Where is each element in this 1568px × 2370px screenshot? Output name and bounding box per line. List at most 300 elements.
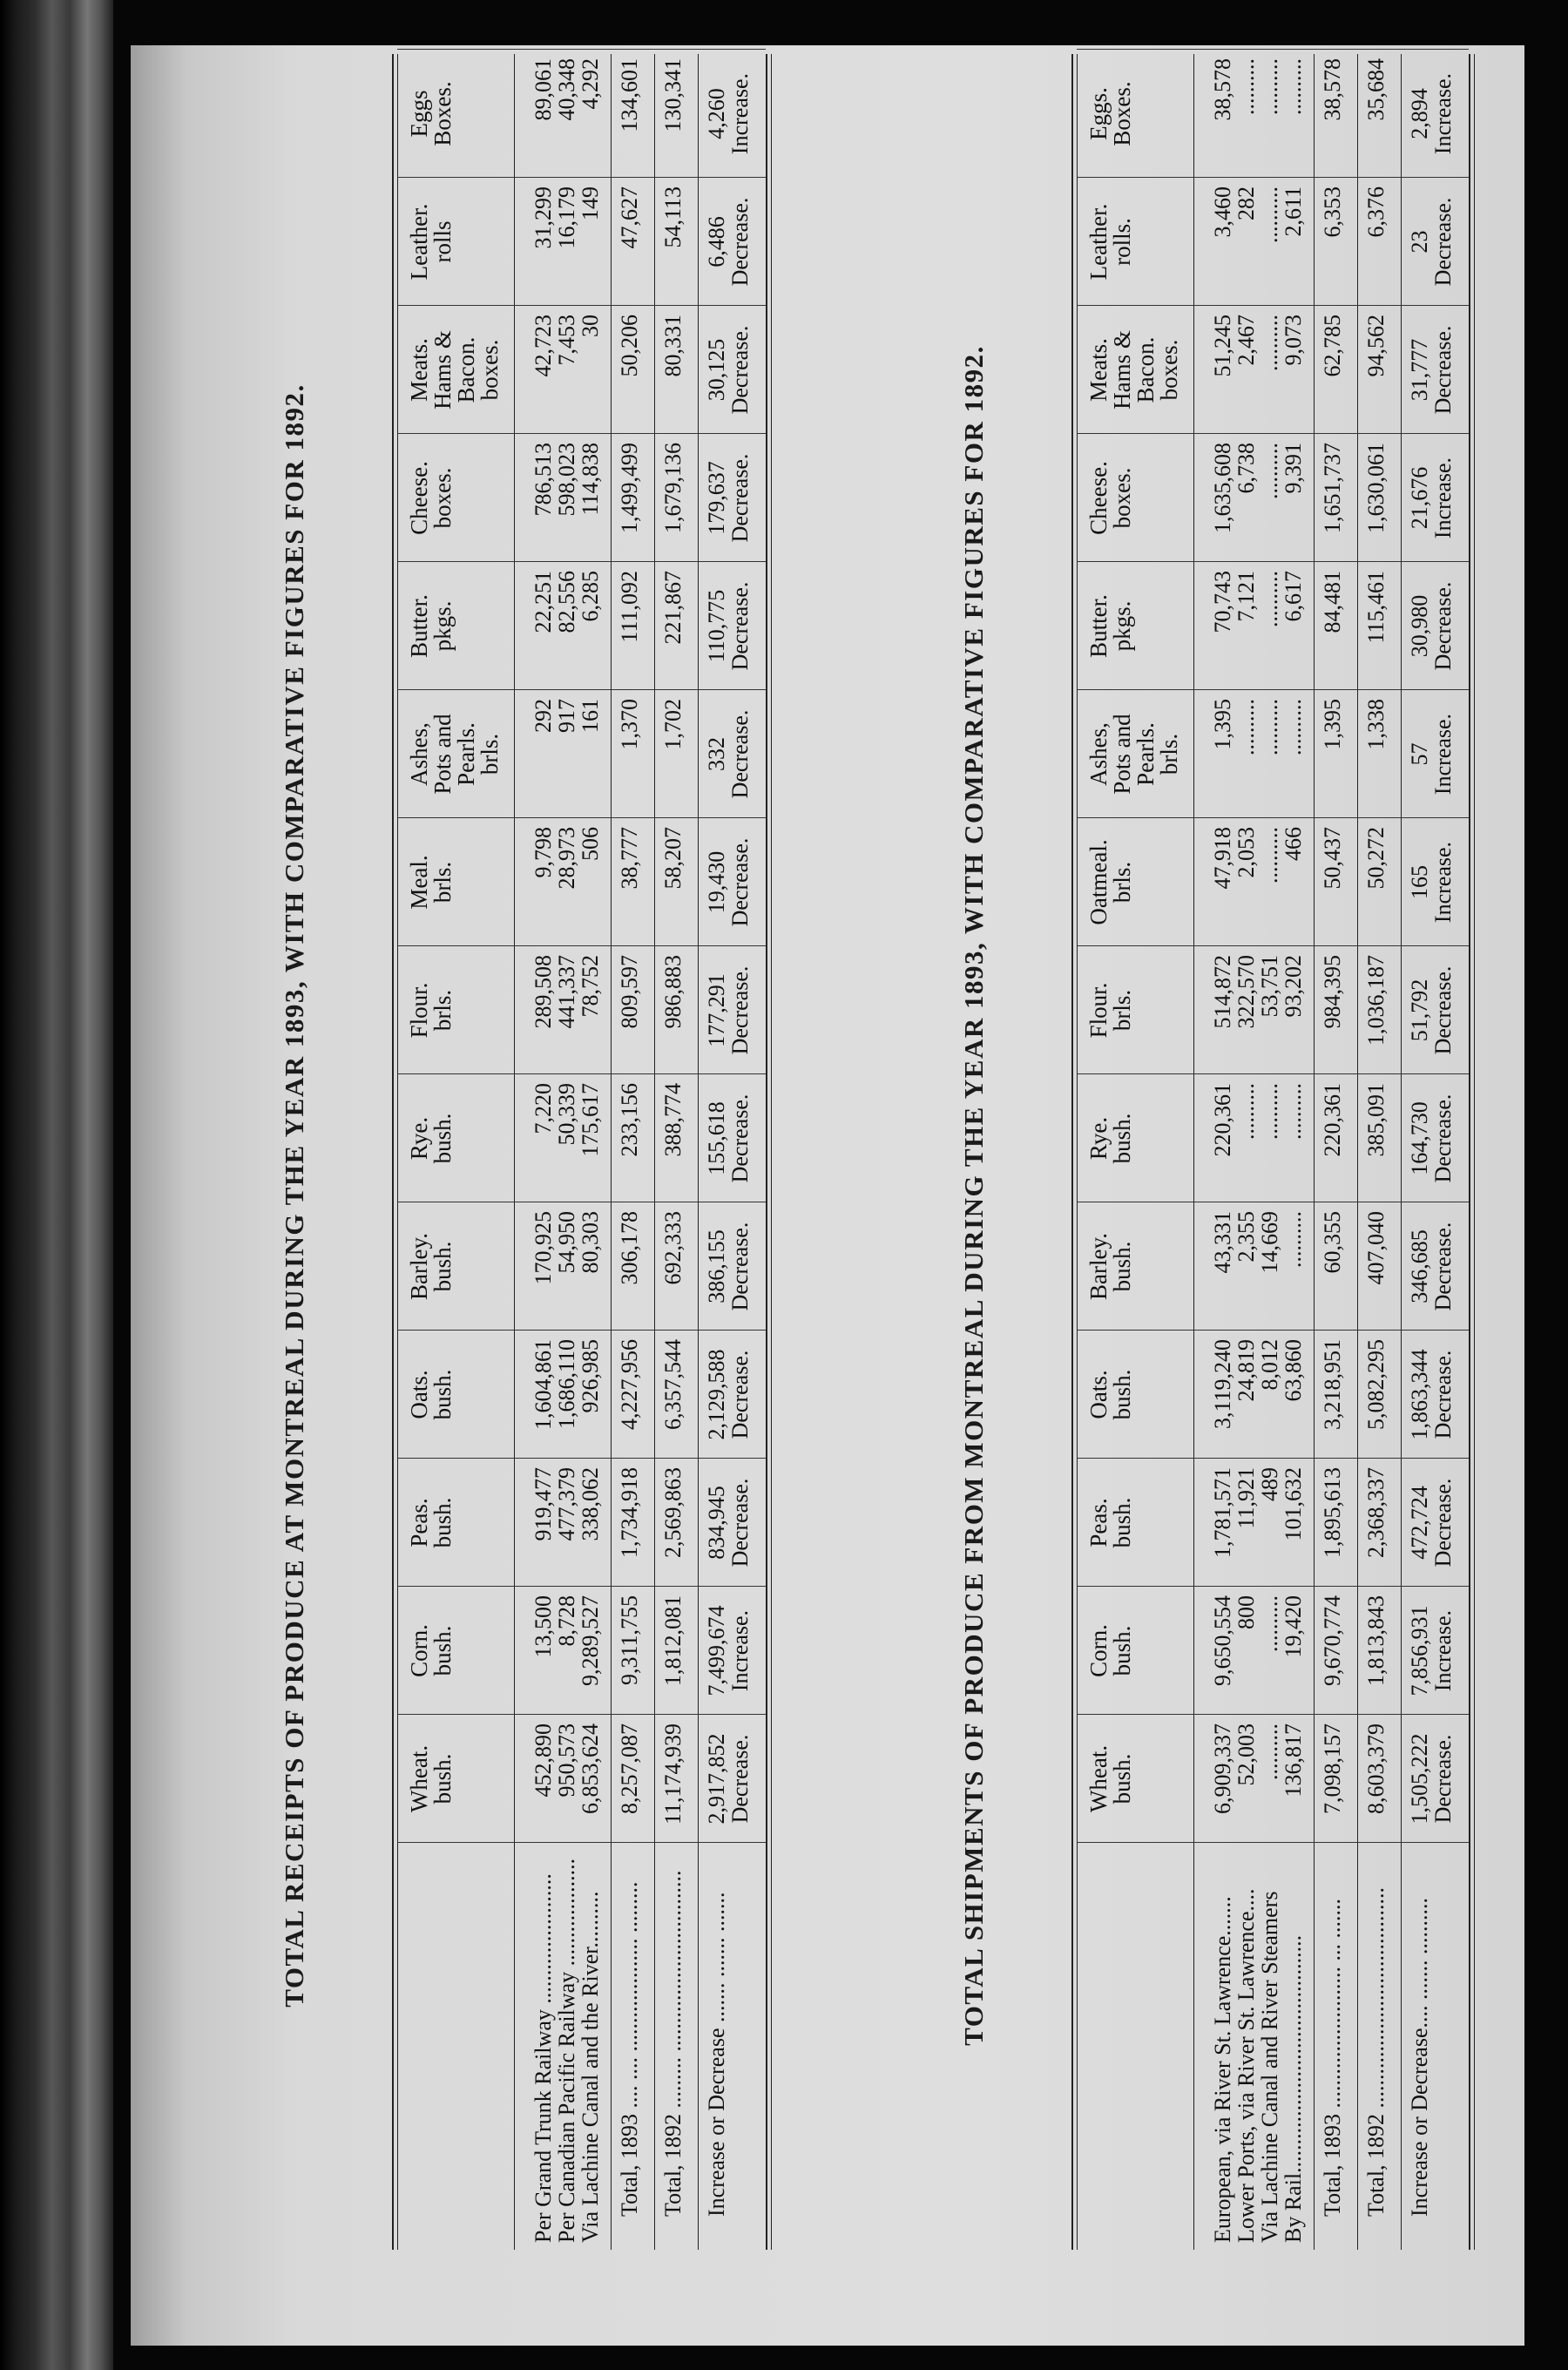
column-unit: brls. [476,733,503,775]
shipments-cell: 51,245 [1210,315,1235,377]
shipments-cell: 9,391 [1281,443,1306,494]
receipts-cell: 950,573 [554,1723,579,1798]
diff-word: Decrease. [1430,1350,1456,1439]
diff-value: 21,676 [1407,466,1432,530]
shipments-diff-cell [1408,178,1455,306]
receipts-cell: 31,299 [531,186,556,249]
receipts-cell: 1,604,861 [531,1339,556,1430]
shipments-cell: 322,570 [1233,955,1259,1029]
column-unit: bush. [1109,1753,1135,1805]
shipments-column-header [1087,306,1181,434]
shipments-total-cell: 35,684 [1363,58,1389,121]
shipments-total-cell: 1,630,061 [1363,443,1389,533]
column-unit: bush. [429,1369,456,1420]
receipts-cell: 786,513 [531,443,556,517]
shipments-total-cell: 7,098,157 [1320,1723,1345,1814]
column-unit: bush. [429,1497,456,1548]
shipments-diff-cell [1408,946,1455,1074]
diff-word: Decrease. [1430,581,1456,671]
shipments-total-cell: 50,272 [1363,827,1389,890]
column-name: Cheese. [406,461,432,535]
receipts-total-cell: 2,569,863 [660,1467,686,1558]
column-name: Leather. [1085,203,1112,281]
diff-value: 2,894 [1407,88,1432,139]
shipments-total-cell: 84,481 [1320,571,1345,633]
column-unit: Boxes. [1109,81,1135,146]
shipments-bottom-rule-inner [1474,54,1475,2250]
shipments-cell: 2,355 [1233,1211,1259,1263]
receipts-total-cell: 692,333 [660,1211,686,1285]
column-name: Butter. [1085,594,1112,658]
receipts-total-cell: 38,777 [617,827,642,890]
shipments-total-cell: 2,368,337 [1363,1467,1389,1558]
diff-value: 472,724 [1407,1486,1432,1560]
receipts-total-cell: 306,178 [617,1211,642,1285]
shipments-cell: .......... [1233,699,1259,755]
diff-value: 155,618 [704,1101,729,1175]
diff-word: Decrease. [1430,1094,1456,1183]
shipments-diff-cell [1408,1074,1455,1202]
receipts-total-cell: 111,092 [617,571,642,643]
diff-word: Decrease. [727,1094,753,1183]
diff-value: 346,685 [1407,1229,1432,1304]
shipments-cell: .......... [1257,1595,1282,1652]
diff-value: 177,291 [704,973,729,1047]
receipts-total-cell: 388,774 [660,1083,686,1157]
diff-value: 1,505,222 [1407,1733,1432,1825]
receipts-cell: 9,289,527 [578,1595,603,1686]
receipts-diff-cell [705,306,752,434]
shipments-column-header [1087,178,1134,306]
receipts-cell: 78,752 [578,955,603,1018]
shipments-total-cell: 115,461 [1363,571,1389,644]
shipments-cell: 6,617 [1281,571,1306,622]
receipts-cell: 22,251 [531,571,556,633]
receipts-cell: 13,500 [531,1595,556,1658]
shipments-cell: 514,872 [1210,955,1235,1029]
column-name: Rye. [1085,1116,1112,1161]
shipments-cell: 93,202 [1281,955,1306,1018]
receipts-diff-cell [705,434,752,562]
shipments-total-cell: 1,338 [1363,699,1389,750]
shipments-column-header [1087,946,1134,1074]
book-binding-edge [0,0,113,2370]
receipts-column-header [408,178,455,306]
shipments-cell: 14,669 [1257,1211,1282,1274]
shipments-column-header [1087,1074,1134,1202]
shipments-cell: 3,460 [1210,186,1235,238]
diff-value: 51,792 [1407,978,1432,1042]
shipments-total-cell: 62,785 [1320,315,1345,377]
diff-value: 30,125 [704,338,729,402]
receipts-column-header [408,1715,455,1843]
column-unit: boxes. [1156,339,1182,401]
column-name: Oatmeal. [1085,839,1112,925]
receipts-cell: 8,728 [554,1595,579,1647]
receipts-diff-cell [705,690,752,818]
shipments-diff-cell [1408,1459,1455,1587]
diff-value: 386,155 [704,1229,729,1304]
column-name: Meats. Hams & Bacon. [1085,330,1159,410]
receipts-diff-cell [705,1331,752,1459]
diff-value: 4,260 [704,88,729,139]
receipts-diff-cell [705,1459,752,1587]
shipments-diff-cell [1408,306,1455,434]
shipments-column-header [1087,818,1134,946]
column-unit: bush. [429,1625,456,1676]
receipts-cell: 9,798 [531,827,556,878]
column-unit: bush. [1109,1497,1135,1548]
shipments-cell: .......... [1233,58,1259,115]
column-name: Peas. [1085,1498,1112,1547]
shipments-cell: 11,921 [1233,1467,1259,1529]
diff-word: Increase. [727,72,753,155]
shipments-column-header [1087,1715,1134,1843]
shipments-cell: 2,467 [1233,315,1259,366]
column-name: Flour. [406,982,432,1039]
column-name: Flour. [1085,982,1112,1039]
diff-word: Increase. [1430,1609,1456,1692]
receipts-cell: 289,508 [531,955,556,1029]
column-name: Rye. [406,1116,432,1161]
shipments-column-header [1087,434,1134,562]
shipments-total-cell: 3,218,951 [1320,1339,1345,1430]
column-name: Leather. [406,203,432,281]
receipts-total-cell: 1,812,081 [660,1595,686,1686]
receipts-cell: 16,179 [554,186,579,249]
column-name: Eggs. [1085,87,1112,140]
rotated-page-content [131,45,1524,2346]
diff-word: Decrease. [727,1478,753,1568]
shipments-total-cell: 6,353 [1320,186,1345,238]
shipments-total-cell: 1,895,613 [1320,1467,1345,1558]
column-name: Wheat. [1085,1744,1112,1813]
diff-word: Decrease. [1430,1478,1456,1568]
diff-value: 332 [704,737,729,771]
shipments-cell: 136,817 [1281,1723,1306,1798]
column-name: Wheat. [406,1744,432,1813]
shipments-header-rule [1193,54,1194,2250]
receipts-total-1892-rule [654,54,655,2250]
receipts-total-cell: 11,174,939 [660,1723,686,1825]
shipments-column-header [1087,1587,1134,1715]
column-name: Peas. [406,1498,432,1547]
shipments-cell: .......... [1281,1083,1306,1140]
receipts-cell: 477,379 [554,1467,579,1541]
shipments-row-label: European, via River St. Lawrence....... [1210,1896,1235,2243]
receipts-cell: 441,337 [554,955,579,1029]
column-name: Corn. [1085,1624,1112,1677]
shipments-cell: 24,819 [1233,1339,1259,1402]
shipments-section [810,45,1456,2346]
receipts-cell: 452,890 [531,1723,556,1798]
shipments-diff-cell [1408,1202,1455,1331]
receipts-column-header [408,818,455,946]
shipments-total-cell: 5,082,295 [1363,1339,1389,1430]
column-unit: brls. [429,861,456,904]
shipments-cell: .......... [1257,571,1282,627]
receipts-cell: 28,973 [554,827,579,890]
diff-word: Decrease. [727,965,753,1055]
receipts-column-header [408,306,502,434]
diff-word: Decrease. [727,1350,753,1439]
receipts-cell: 6,285 [578,571,603,622]
column-unit: bush. [429,1113,456,1164]
receipts-total-label: Total, 1893 .... .... .................... ......... [617,1881,642,2217]
diff-value: 19,430 [704,850,729,914]
shipments-top-rule-inner [1077,54,1078,2250]
shipments-column-header [1087,50,1134,178]
diff-value: 165 [1407,865,1432,899]
receipts-cell: 82,556 [554,571,579,633]
column-name: Meal. [406,855,432,910]
diff-word: Decrease. [1430,325,1456,415]
shipments-cell: 6,738 [1233,443,1259,494]
receipts-cell: 30 [578,315,603,337]
shipments-cell: .......... [1233,1083,1259,1140]
receipts-total-cell: 221,867 [660,571,686,645]
diff-value: 2,917,852 [704,1733,729,1825]
receipts-column-header [408,1074,455,1202]
receipts-diff-cell [705,1202,752,1331]
column-unit: boxes. [476,339,503,401]
receipts-total-cell: 58,207 [660,827,686,890]
column-unit: brls. [1156,733,1182,775]
shipments-total-cell: 984,395 [1320,955,1345,1029]
shipments-cell: 800 [1233,1595,1259,1629]
shipments-cell: .......... [1257,186,1282,243]
receipts-total-cell: 1,499,499 [617,443,642,533]
shipments-cell: .......... [1257,443,1282,499]
column-unit: bush. [1109,1113,1135,1164]
receipts-diff-cell [705,1587,752,1715]
shipments-cell: 8,012 [1257,1339,1282,1391]
column-name: Barley. [1085,1233,1112,1300]
shipments-cell: .......... [1257,1083,1282,1140]
shipments-cell: 489 [1257,1467,1282,1501]
receipts-diff-cell [705,50,752,178]
receipts-total-cell: 54,113 [660,186,686,248]
receipts-column-header [408,1202,455,1331]
receipts-cell: 170,925 [531,1211,556,1285]
shipments-total-cell: 1,813,843 [1363,1595,1389,1686]
diff-value: 110,775 [704,589,729,663]
receipts-row-label: Via Lachine Canal and the River.......... [578,1891,603,2243]
receipts-column-header [408,50,455,178]
shipments-cell: 43,331 [1210,1211,1235,1274]
receipts-cell: 175,617 [578,1083,603,1157]
column-unit: bush. [1109,1369,1135,1420]
shipments-total-1893-rule [1314,54,1315,2250]
column-name: Barley. [406,1233,432,1300]
receipts-total-cell: 809,597 [617,955,642,1029]
shipments-cell: 53,751 [1257,955,1282,1018]
shipments-total-cell: 1,651,737 [1320,443,1345,533]
column-unit: rolls. [1109,218,1135,266]
shipments-title: TOTAL SHIPMENTS OF PRODUCE FROM MONTREAL DURING THE YEAR 1893, WITH COMPARATIVE FIGURES FOR 1892. [958,345,989,2046]
shipments-column-header [1087,1331,1134,1459]
diff-word: Increase. [1430,713,1456,796]
diff-value: 179,637 [704,461,729,535]
receipts-total-cell: 233,156 [617,1083,642,1157]
column-unit: pkgs. [429,600,456,652]
shipments-total-cell: 8,603,379 [1363,1723,1389,1814]
receipts-cell: 54,950 [554,1211,579,1274]
receipts-column-header [408,690,502,818]
receipts-section [131,45,758,2346]
shipments-column-header [1087,1202,1134,1331]
receipts-total-cell: 50,206 [617,315,642,377]
shipments-diff-cell [1408,1715,1455,1843]
diff-word: Decrease. [727,837,753,927]
shipments-diff-cell [1408,434,1455,562]
shipments-total-1892-rule [1357,54,1358,2250]
diff-word: Decrease. [727,453,753,543]
receipts-cell: 80,303 [578,1211,603,1274]
shipments-diff-cell [1408,1331,1455,1459]
receipts-cell: 42,723 [531,315,556,377]
shipments-diff-label: Increase or Decrease.... ....... .......... [1407,1897,1432,2217]
column-name: Ashes, Pots and Pearls. [406,714,479,795]
receipts-cell: 161 [578,699,603,733]
receipts-diff-cell [705,946,752,1074]
diff-word: Decrease. [1430,965,1456,1055]
column-unit: bush. [1109,1241,1135,1292]
diff-word: Decrease. [1430,197,1456,287]
receipts-cell: 149 [578,186,603,220]
receipts-diff-cell [705,562,752,690]
shipments-cell: 466 [1281,827,1306,861]
column-name: Oats. [1085,1370,1112,1419]
shipments-total-cell: 50,437 [1320,827,1345,890]
shipments-cell: 63,860 [1281,1339,1306,1402]
receipts-cell: 292 [531,699,556,733]
shipments-total-cell: 9,670,774 [1320,1595,1345,1686]
shipments-total-cell: 385,091 [1363,1083,1389,1157]
column-name: Oats. [406,1370,432,1419]
shipments-diff-rule [1401,54,1402,2250]
shipments-cell: 7,121 [1233,571,1259,622]
column-unit: rolls [429,220,456,263]
shipments-top-rule [1071,54,1073,2250]
diff-value: 834,945 [704,1486,729,1560]
shipments-diff-cell [1408,1587,1455,1715]
shipments-cell: .......... [1257,1723,1282,1780]
receipts-title: TOTAL RECEIPTS OF PRODUCE AT MONTREAL DURING THE YEAR 1893, WITH COMPARATIVE FIGURES FOR 1892. [279,383,309,2008]
shipments-cell: .......... [1257,58,1282,115]
diff-word: Decrease. [727,581,753,671]
receipts-cell: 6,853,624 [578,1723,603,1814]
diff-value: 7,856,931 [1407,1605,1432,1696]
diff-value: 2,129,588 [704,1349,729,1440]
receipts-total-cell: 1,370 [617,699,642,750]
column-name: Meats. Hams & Bacon. [406,330,479,410]
shipments-column-header [1087,562,1134,690]
shipments-bottom-rule [1469,54,1470,2250]
diff-word: Decrease. [727,197,753,287]
shipments-cell: 282 [1233,186,1259,220]
shipments-cell: .......... [1257,699,1282,755]
diff-word: Decrease. [1430,1734,1456,1824]
receipts-cell: 114,838 [578,443,603,516]
shipments-cell: 9,073 [1281,315,1306,366]
shipments-cell: 9,650,554 [1210,1595,1235,1686]
receipts-cell: 4,292 [578,58,603,110]
shipments-total-cell: 38,578 [1320,58,1345,121]
receipts-cell: 338,062 [578,1467,603,1541]
shipments-cell: 38,578 [1210,58,1235,121]
receipts-diff-cell [705,1715,752,1843]
receipts-cell: 917 [554,699,579,733]
shipments-cell: 19,420 [1281,1595,1306,1658]
shipments-total-cell: 1,036,187 [1363,955,1389,1046]
column-name: Ashes, Pots and Pearls. [1085,714,1159,795]
shipments-column-header [1087,690,1181,818]
receipts-cell: 919,477 [531,1467,556,1541]
column-unit: bush. [429,1753,456,1805]
shipments-cell: 70,743 [1210,571,1235,633]
shipments-cell: 52,003 [1233,1723,1259,1786]
column-unit: bush. [429,1241,456,1292]
diff-value: 7,499,674 [704,1605,729,1696]
shipments-total-cell: 1,395 [1320,699,1345,750]
receipts-total-label: Total, 1892 ......... ................................ [660,1870,686,2217]
diff-word: Increase. [727,1609,753,1692]
column-name: Butter. [406,594,432,658]
shipments-column-header [1087,1459,1134,1587]
diff-value: 164,730 [1407,1101,1432,1175]
receipts-total-cell: 9,311,755 [617,1595,642,1686]
receipts-total-cell: 986,883 [660,955,686,1029]
diff-value: 31,777 [1407,338,1432,402]
receipts-column-header [408,1587,455,1715]
diff-word: Decrease. [727,709,753,799]
receipts-total-cell: 1,734,918 [617,1467,642,1558]
shipments-total-cell: 407,040 [1363,1211,1389,1285]
diff-word: Decrease. [727,325,753,415]
receipts-total-cell: 47,627 [617,186,642,249]
shipments-cell: 6,909,337 [1210,1723,1235,1814]
shipments-cell: 1,635,608 [1210,443,1235,533]
shipments-cell: 3,119,240 [1210,1339,1235,1430]
column-unit: brls. [429,989,456,1032]
diff-word: Decrease. [727,1734,753,1824]
receipts-top-rule-inner [397,54,398,2250]
shipments-diff-cell [1408,818,1455,946]
receipts-row-label: Per Grand Trunk Railway ....................... [531,1873,556,2243]
receipts-cell: 926,985 [578,1339,603,1413]
column-name: Corn. [406,1624,432,1677]
shipments-row-label: Via Lachine Canal and River Steamers [1257,1891,1282,2243]
shipments-cell: 1,395 [1210,699,1235,750]
shipments-diff-cell [1408,690,1455,818]
shipments-total-cell: 94,562 [1363,315,1389,377]
diff-value: 30,980 [1407,594,1432,658]
receipts-cell: 50,339 [554,1083,579,1146]
shipments-cell: 2,053 [1233,827,1259,878]
receipts-total-cell: 4,227,956 [617,1339,642,1430]
shipments-total-cell: 6,376 [1363,186,1389,238]
receipts-cell: 7,453 [554,315,579,366]
column-unit: bush. [1109,1625,1135,1676]
diff-value: 57 [1407,742,1432,766]
diff-value: 23 [1407,230,1432,254]
receipts-cell: 40,348 [554,58,579,121]
receipts-header-rule [514,54,515,2250]
diff-word: Increase. [1430,841,1456,924]
receipts-total-cell: 1,702 [660,699,686,750]
column-unit: boxes. [1109,467,1135,529]
